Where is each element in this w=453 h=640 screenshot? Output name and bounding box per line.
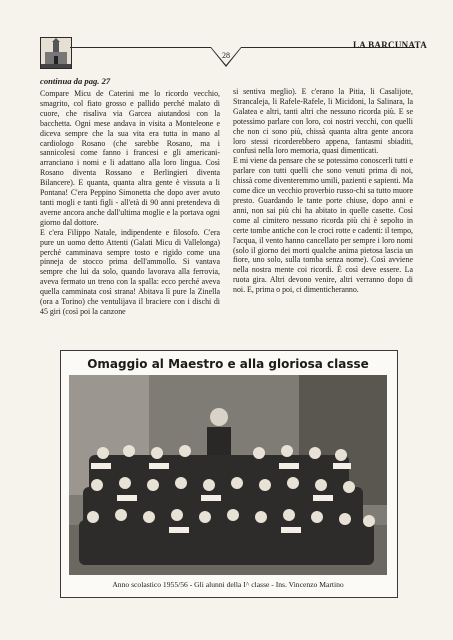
photo-caption: Anno scolastico 1955/56 - Gli alunni della I^ classe - Ins. Vincenzo Martino [112, 580, 344, 589]
article-paragraph: E mi viene da pensare che se potessimo conoscerli tutti e parlare con tutti quelli che sono venuti prima di noi, chissà come diventeremmo umili, pazienti e sapienti. Ma come dice un vecchio proverbio russo-chi sa tutto muore presto. Guardando le tante porte chiuse, dopo anni e anni, non sai più chi ha abitato in quelle casette. Così come al cimitero nessuno ricorda più chi è sepolto in certe tombe antiche con le croci rotte e cadenti: il tempo, l'acqua, il vento hanno cancellato per sempre i loro nomi (solo il giorno dei morti qualche anima pietosa lascia un fiore, uno solo, sulla tomba senza nome). Così avviene nella nostra mente coi ricordi. È così deve essere. La ruota gira. Altri devono venire, altri verranno dopo di noi. E, prima o poi, ci dimenticheranno. [233, 156, 413, 295]
church-logo-icon [40, 37, 72, 69]
article-paragraph: si sentiva meglio). E c'erano la Pitia, li Casalijote, Strancaleja, li Rafele-Rafele, li Micidoni, la Salinara, la Galatea e altri, tanti altri che nessuno ricorda più. E se potessimo parlare con loro, coi nostri vecchi, con quelli che non ci sono più, chissà quanta altra gente ancora loro stessi ricorderebbero appena, fantasmi sbiaditi, confusi nella loro memoria, quasi dimenticati. [233, 87, 413, 156]
continued-from-label: continua da pag. 27 [40, 76, 111, 86]
photo-title: Omaggio al Maestro e alla gloriosa classe [87, 357, 369, 371]
page-number: 28 [222, 51, 230, 60]
article-paragraph: E c'era Filippo Natale, indipendente e filosofo. C'era pure un uomo detto Attenti (Galati Micu di Vallelonga) perché camminava sempre tosto e rigido come una pinneja de stocco prima dell'ammollo. Si vantava sempre che lui da solo, quando lavorava alla ferrovia, aveva fermato un treno con la spalla: ecco perché aveva quella camminata così strana! Abitava lì pure la Zinella (ora a Torino) che ventulijava il braciere con i dischi di 45 giri (così poi la canzone [40, 227, 220, 316]
article-column-left [40, 89, 220, 317]
class-photo-image [69, 375, 387, 575]
class-photo [69, 375, 387, 575]
article-paragraph: Compare Micu de Caterini me lo ricordo vecchio, smagrito, col fiato grosso e pallido perché malato di cuore, che risaliva via Garcea aiutandosi con la bacchetta. Ogni mese andava in visita a Monteleone e diceva sempre che la sua vita era tutta in mano al cardiologo Rosano (che sarebbe Rosano, ma i sannicolesi come fanno i francesi e gli americani-arranciano i nomi e li adattano alla loro lingua. Così Rosano diventa Rossano e Berlingieri diventa Bilancere). E quanta, quanta altra gente è vissuta a li Pontana! C'era Peppino Simonetta che dopo aver avuto tanti mogli e tanti figli - all'età di 90 anni pretendeva di averne ancora anche dall'ultima moglie e la portava ogni giorno dal dottore. [40, 89, 220, 227]
article-column-right [233, 87, 413, 295]
magazine-name: LA BARCUNATA [352, 40, 427, 50]
